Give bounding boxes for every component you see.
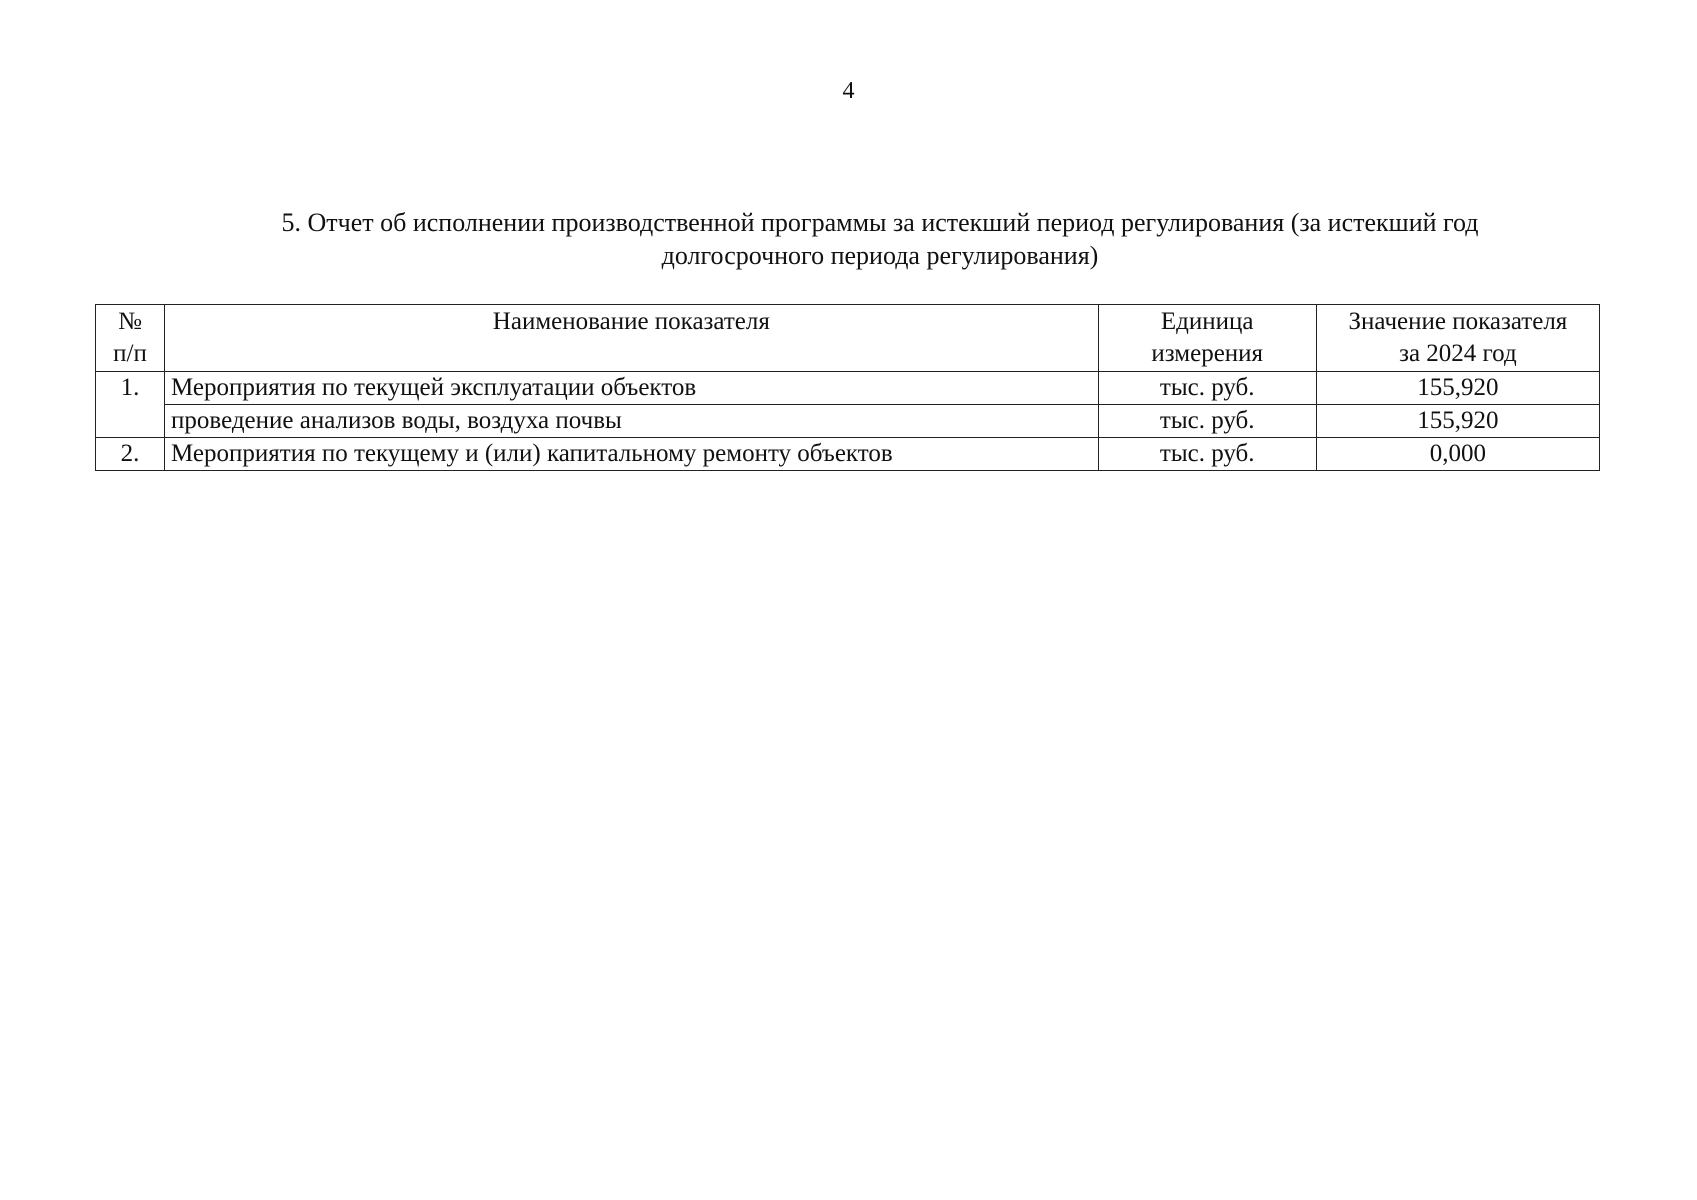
row-number: 1. (96, 372, 165, 405)
header-value (1316, 305, 1599, 372)
row-unit: тыс. руб. (1098, 438, 1316, 471)
row-unit: тыс. руб. (1098, 372, 1316, 405)
row-number (96, 405, 165, 438)
table-row (96, 438, 1600, 471)
header-number (96, 305, 165, 372)
table-row (96, 405, 1600, 438)
header-value-line-1: Значение показателя (1348, 308, 1568, 335)
section-title-line-2: долгосрочного периода регулирования) (661, 241, 1099, 270)
header-indicator-name: Наименование показателя (165, 305, 1099, 372)
row-indicator-name: Мероприятия по текущей эксплуатации объектов (165, 372, 1099, 405)
header-unit-line-1: Единица (1160, 308, 1254, 335)
row-indicator-name: Мероприятия по текущему и (или) капитальному ремонту объектов (165, 438, 1099, 471)
table-row (96, 372, 1600, 405)
row-value: 0,000 (1316, 438, 1599, 471)
header-unit (1098, 305, 1316, 372)
row-value: 155,920 (1316, 372, 1599, 405)
report-table (95, 304, 1600, 471)
header-unit-line-2: измерения (1151, 340, 1264, 367)
header-number-line-2: п/п (113, 340, 147, 367)
section-title-line-1: 5. Отчет об исполнении производственной программы за истекший период регулирования (за истекший год (281, 208, 1479, 237)
page-number: 4 (842, 78, 855, 104)
header-value-line-2: за 2024 год (1399, 340, 1517, 367)
table-header-row (96, 305, 1600, 372)
row-value: 155,920 (1316, 405, 1599, 438)
section-title (200, 206, 1560, 272)
row-unit: тыс. руб. (1098, 405, 1316, 438)
header-number-line-1: № (118, 308, 142, 335)
row-number: 2. (96, 438, 165, 471)
row-indicator-name: проведение анализов воды, воздуха почвы (165, 405, 1099, 438)
